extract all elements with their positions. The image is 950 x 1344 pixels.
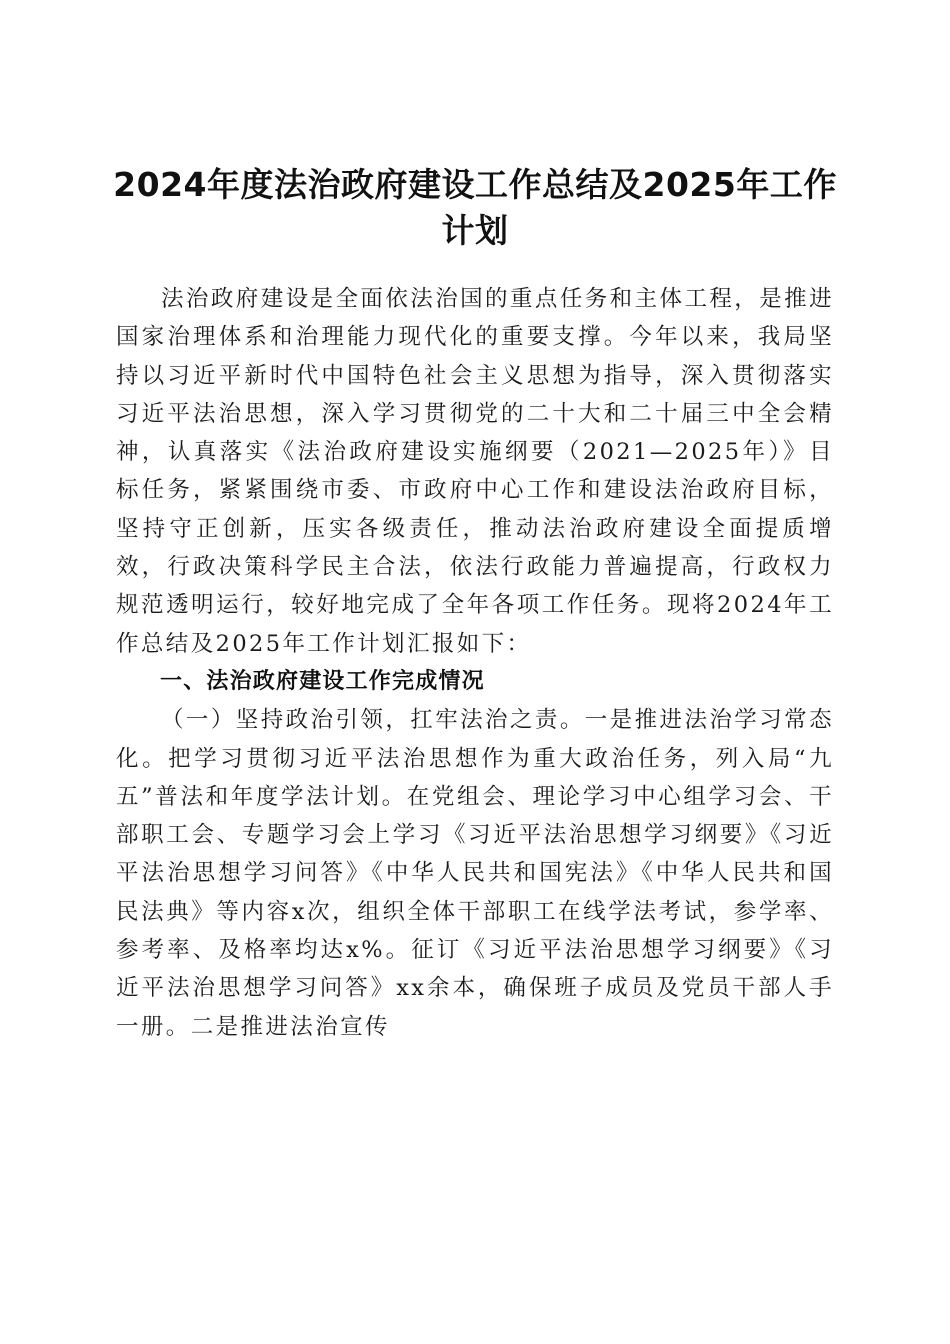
document-body bbox=[116, 280, 834, 1046]
section-heading: 一、法治政府建设工作完成情况 bbox=[160, 668, 485, 694]
intro-paragraph: 法治政府建设是全面依法治国的重点任务和主体工程，是推进国家治理体系和治理能力现代化的重要支撑。今年以来，我局坚持以习近平新时代中国特色社会主义思想为指导，深入贯彻落实习近平法治思想，深入学习贯彻党的二十大和二十届三中全会精神，认真落实《法治政府建设实施纲要（2021—2025年）》目标任务，紧紧围绕市委、市政府中心工作和建设法治政府目标，坚持守正创新，压实各级责任，推动法治政府建设全面提质增效，行政决策科学民主合法，依法行政能力普遍提高，行政权力规范透明运行，较好地完成了全年各项工作任务。现将2024年工作总结及2025年工作计划汇报如下： bbox=[116, 286, 834, 657]
subsection-paragraph: （一）坚持政治引领，扛牢法治之责。一是推进法治学习常态化。把学习贯彻习近平法治思想作为重大政治任务，列入局“九五”普法和年度学法计划。在党组会、理论学习中心组学习会、干部职工会、专题学习会上学习《习近平法治思想学习纲要》《习近平法治思想学习问答》《中华人民共和国宪法》《中华人民共和国民法典》等内容x次，组织全体干部职工在线学法考试，参学率、参考率、及格率均达x%。征订《习近平法治思想学习纲要》《习近平法治思想学习问答》xx余本，确保班子成员及党员干部人手一册。二是推进法治宣传 bbox=[116, 707, 834, 1040]
document-title: 2024年度法治政府建设工作总结及2025年工作计划 bbox=[113, 165, 837, 251]
